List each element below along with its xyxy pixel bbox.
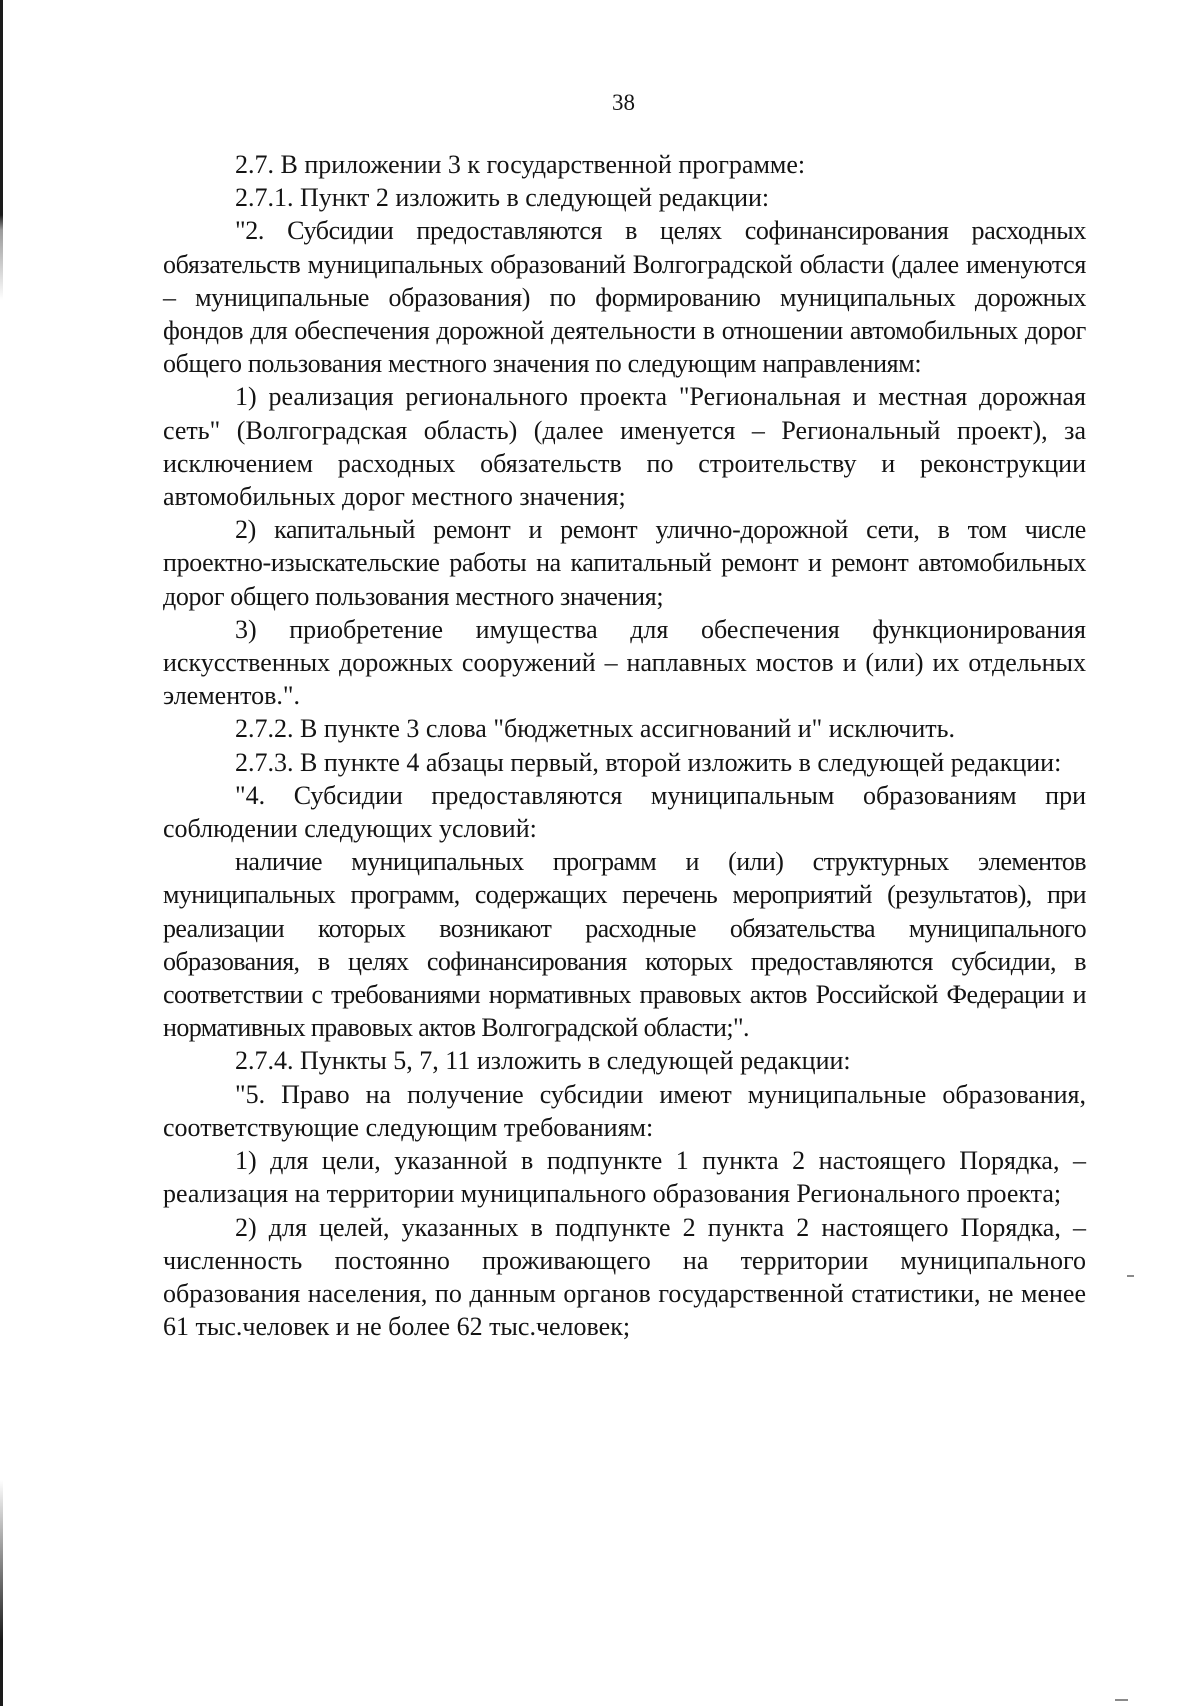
scan-edge-shadow bbox=[0, 0, 3, 1706]
paragraph-item-1: 1) реализация регионального проекта "Региональная и местная дорожная сеть" (Волгоградская область) (далее именуется – Региональный проект), за исключением расходных обязательств по строительству и реконструкции автомобильных дорог местного значения; bbox=[163, 382, 1086, 512]
paragraph-2-7: 2.7. В приложении 3 к государственной программе: bbox=[235, 150, 806, 179]
document-body bbox=[163, 148, 1086, 1343]
scan-mark bbox=[1115, 1699, 1128, 1701]
page-number: 38 bbox=[612, 90, 635, 115]
paragraph-2-7-2: 2.7.2. В пункте 3 слова "бюджетных ассигнований и" исключить. bbox=[235, 714, 955, 744]
paragraph-clause-4: "4. Субсидии предоставляются муниципальным образованиям при соблюдении следующих условий: bbox=[163, 780, 1086, 844]
paragraph-2-7-4: 2.7.4. Пункты 5, 7, 11 изложить в следующей редакции: bbox=[235, 1046, 851, 1076]
paragraph-clause-5-item-1: 1) для цели, указанной в подпункте 1 пункта 2 настоящего Порядка, – реализация на территории муниципального образования Регионального проекта; bbox=[163, 1146, 1086, 1209]
paragraph-item-2: 2) капитальный ремонт и ремонт улично-дорожной сети, в том числе проектно-изыскательские работы на капитальный ремонт и ремонт автомобильных дорог общего пользования местного значения; bbox=[163, 515, 1086, 611]
paragraph-item-3: 3) приобретение имущества для обеспечения функционирования искусственных дорожных сооружений – наплавных мостов и (или) их отдельных элементов.". bbox=[163, 614, 1086, 711]
paragraph-clause-4-conditions: наличие муниципальных программ и (или) структурных элементов муниципальных программ, содержащих перечень мероприятий (результатов), при реализации которых возникают расходные обязательства муниципального образования, в целях софинансирования которых предоставляются субсидии, в соответствии с требованиями нормативных правовых актов Российской Федерации и нормативных правовых актов Волгоградской области;". bbox=[163, 847, 1086, 1043]
paragraph-2-7-1: 2.7.1. Пункт 2 изложить в следующей редакции: bbox=[235, 183, 770, 213]
paragraph-clause-5: "5. Право на получение субсидии имеют муниципальные образования, соответствующие следующим требованиям: bbox=[163, 1079, 1086, 1142]
paragraph-2-7-3: 2.7.3. В пункте 4 абзацы первый, второй изложить в следующей редакции: bbox=[235, 747, 1062, 777]
paragraph-clause-5-item-2: 2) для целей, указанных в подпункте 2 пункта 2 настоящего Порядка, – численность постоянно проживающего на территории муниципального образования населения, по данным органов государственной статистики, не менее 61 тыс.человек и не более 62 тыс.человек; bbox=[163, 1212, 1086, 1342]
scan-mark bbox=[1127, 1275, 1134, 1277]
paragraph-clause-2: "2. Субсидии предоставляются в целях софинансирования расходных обязательств муниципальных образований Волгоградской области (далее именуются – муниципальные образования) по формированию муниципальных дорожных фондов для обеспечения дорожной деятельности в отношении автомобильных дорог общего пользования местного значения по следующим направлениям: bbox=[163, 216, 1086, 379]
